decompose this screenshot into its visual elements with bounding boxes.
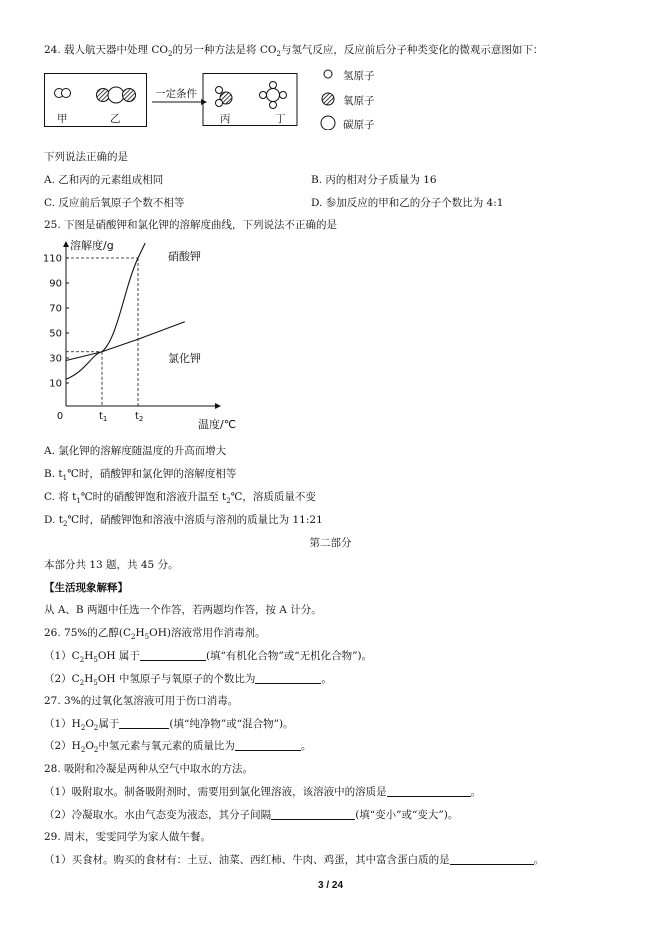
answer-blank[interactable] [140, 649, 206, 661]
q24-option-c: C. 反应前后氧原子个数不相等 [44, 197, 185, 209]
answer-blank[interactable] [235, 739, 301, 751]
q28-sub2: （2）冷凝取水。水由气态变为液态，其分子间隔 (填“变小”或“变大”)。 [44, 809, 459, 821]
page-number: 3 / 24 [317, 880, 344, 891]
q25-option-b: B. $t_1℃$时，硝酸钾和氯化钾的溶解度相等 [44, 468, 237, 483]
q26-sub1: $(1)C_2H_5OH$ 属于 (填“有机化合物”或“无机化合物”)。 [44, 650, 373, 665]
series-label-kcl: 氯化钾 [168, 352, 201, 365]
q25-option-c: C. 将 $t_1℃$时的硝酸钾饱和溶液升温至 $t_2℃$，溶质质量不变 [44, 491, 316, 506]
q27-sub2: $(2)H_2O_2$中氢元素与氧元素的质量比为 。 [44, 740, 312, 755]
part2-instruction: 从 A、B 两题中任选一个作答，若两题均作答，按 A 计分。 [44, 604, 322, 616]
x-tick-label: $t_2$ [135, 411, 144, 423]
q25-option-a: A. 氯化钾的溶解度随温度的升高而增大 [44, 445, 227, 457]
y-axis-label: 溶解度/g [70, 239, 114, 252]
x-axis-label: 温度/℃ [198, 418, 237, 431]
carbon-legend-icon [321, 116, 335, 130]
hydrogen-legend-icon [324, 70, 332, 78]
legend-symbols [318, 66, 338, 130]
label-ding: 丁 [275, 113, 286, 125]
q25-option-d: D. $t_2℃$时，硝酸钾饱和溶液中溶质与溶剂的质量比为 11:21 [44, 514, 323, 529]
arrow-label: 一定条件 [155, 88, 197, 100]
answer-blank[interactable] [119, 717, 169, 729]
co2-molecule-icon [97, 87, 136, 103]
section-heading: 【生活现象解释】 [44, 582, 128, 594]
x-tick-label: $t_1$ [99, 411, 108, 423]
q27-sub1: $(1)H_2O_2$属于 (填“纯净物”或“混合物”)。 [44, 718, 294, 733]
q26-stem: 26. 75%的乙醇$(C_2H_5OH)$溶液常用作消毒剂。 [44, 627, 266, 642]
y-tick-label: 50 [49, 328, 62, 340]
legend-carbon: 碳原子 [343, 119, 375, 131]
curve-kcl [66, 322, 185, 361]
h2o-molecule-icon [216, 87, 233, 107]
y-tick-label: 30 [49, 353, 62, 365]
y-tick-label: 10 [49, 378, 62, 390]
answer-blank[interactable] [255, 672, 321, 684]
series-label-kno3: 硝酸钾 [168, 250, 201, 263]
q29-sub1: （1）买食材。购买的食材有：土豆、油菜、西红柿、牛肉、鸡蛋，其中富含蛋白质的是 。 [44, 854, 545, 866]
y-tick-label: 90 [49, 278, 62, 290]
legend-oxygen: 氧原子 [343, 95, 375, 107]
q27-stem: 27. 3%的过氧化氢溶液可用于伤口消毒。 [44, 695, 239, 707]
ch4-molecule-icon [260, 82, 287, 109]
q26-sub2: $(2)C_2H_5OH$ 中氢原子与氧原子的个数比为 。 [44, 673, 332, 688]
label-bing: 丙 [220, 113, 231, 125]
origin-label: 0 [56, 411, 64, 422]
part2-summary: 本部分共 13 题，共 45 分。 [44, 559, 179, 571]
label-yi: 乙 [110, 113, 121, 125]
answer-blank[interactable] [450, 853, 534, 865]
q28-stem: 28. 吸附和冷凝是两种从空气中取水的方法。 [44, 763, 254, 775]
answer-blank[interactable] [271, 808, 355, 820]
q24-option-b: B. 丙的相对分子质量为 16 [311, 174, 437, 186]
y-tick-label: 70 [49, 303, 62, 315]
h2-molecule-icon [55, 89, 71, 98]
y-tick-label: 110 [42, 253, 62, 265]
part2-heading: 第二部分 [309, 537, 352, 549]
label-jia: 甲 [57, 113, 68, 125]
legend-hydrogen: 氢原子 [343, 70, 375, 82]
answer-blank[interactable] [387, 785, 471, 797]
q29-stem: 29. 周末，雯雯同学为家人做午餐。 [44, 831, 212, 843]
q24-option-d: D. 参加反应的甲和乙的分子个数比为 4:1 [311, 197, 504, 209]
oxygen-legend-icon [322, 93, 334, 105]
curve-kno3 [66, 243, 145, 379]
solubility-chart [30, 236, 250, 432]
q24-stem: 24. 载人航天器中处理 $CO_2$的另一种方法是将 $CO_2$与氢气反应，反应前后分子种类变化的微观示意图如下： [44, 44, 544, 59]
q28-sub1: （1）吸附取水。制备吸附剂时，需要用到氯化锂溶液，该溶液中的溶质是 。 [44, 786, 482, 798]
q25-stem: 25. 下图是硝酸钾和氯化钾的溶解度曲线，下列说法不正确的是 [44, 219, 338, 231]
q24-intro: 下列说法正确的是 [44, 151, 128, 163]
q24-option-a: A. 乙和丙的元素组成相同 [44, 174, 164, 186]
